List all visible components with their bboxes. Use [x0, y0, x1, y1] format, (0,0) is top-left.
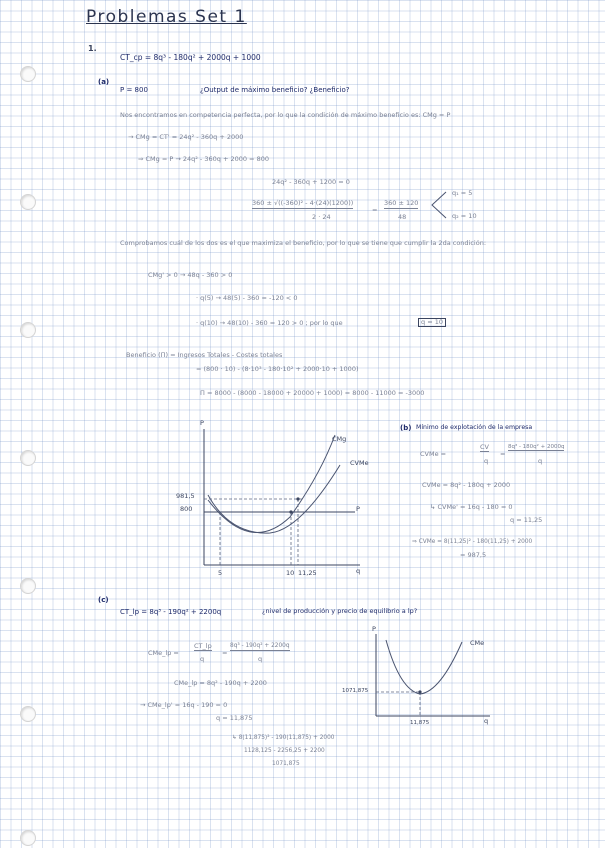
graph1-price-line-label: P: [356, 505, 360, 513]
binder-hole: [20, 450, 36, 466]
price-given: P = 800: [120, 86, 148, 94]
cmg-curve: [208, 435, 335, 533]
part-a-step3: 24q² - 360q + 1200 = 0: [272, 178, 350, 186]
part-c-cost-function: CT_lp = 8q³ - 190q² + 2200q: [120, 608, 222, 616]
part-a-question: ¿Output de máximo beneficio? ¿Beneficio?: [200, 86, 350, 94]
roots-bracket: [428, 188, 448, 222]
graph1-x-5: 5: [218, 569, 223, 577]
quadratic-denominator: 2 · 24: [312, 213, 331, 221]
graph1-cmg-label: CMg: [332, 435, 347, 443]
cme-lp-derivative: → CMe_lp' = 16q - 190 = 0: [140, 701, 228, 709]
graph2-x-value: 11,875: [410, 720, 430, 726]
cme-lp-eval2: 1128,125 - 2256,25 + 2200: [244, 748, 325, 754]
cvme-simplified: CVMe = 8q² - 180q + 2000: [422, 481, 511, 489]
graph2-y-value: 1071,875: [342, 688, 369, 694]
equals-sign: =: [372, 206, 378, 214]
binder-hole: [20, 830, 36, 846]
cvme-frac-den: q: [484, 457, 489, 465]
second-order-condition: CMg' > 0 → 48q - 360 > 0: [148, 271, 233, 279]
binder-hole: [20, 66, 36, 82]
profit-definition: Beneficio (Π) = Ingresos Totales - Costes totales: [126, 351, 283, 359]
exercise-number: 1.: [88, 44, 97, 53]
binder-hole: [20, 578, 36, 594]
soc-q10: · q(10) → 48(10) - 360 = 120 > 0 ; por lo que: [196, 319, 343, 327]
cvme-min-value: = 987,5: [460, 551, 487, 559]
soc-q5: · q(5) → 48(5) - 360 = -120 < 0: [196, 294, 298, 302]
graph1-y-987: 981,5: [176, 492, 195, 500]
root-1: q₁ = 5: [452, 189, 473, 197]
cme-lp-den1: q: [200, 655, 205, 663]
cme-lp-simplified: CMe_lp = 8q² - 190q + 2200: [174, 679, 267, 687]
cme-lp-eval3: 1071,875: [272, 761, 300, 767]
graph1-x-10: 10: [286, 569, 295, 577]
binder-hole: [20, 706, 36, 722]
part-a-step2: ⇒ CMg = P → 24q² - 360q + 2000 = 800: [138, 155, 269, 163]
cvme-rhs-den: q: [538, 457, 543, 465]
graph1-y-800: 800: [180, 505, 193, 513]
cvme-min-q: q = 11,25: [510, 516, 543, 524]
cvme-frac-num: CV: [480, 443, 489, 451]
part-c-label: (c): [98, 596, 109, 604]
cvme-equals: =: [500, 450, 506, 458]
part-b-heading: Mínimo de explotación de la empresa: [416, 424, 533, 431]
quadratic-numerator: 360 ± √((-360)² - 4·(24)(1200)): [252, 200, 353, 209]
binder-hole: [20, 194, 36, 210]
root-2: q₂ = 10: [452, 212, 477, 220]
graph2-y-axis-label: P: [372, 625, 376, 633]
graph1-x-1125: 11,25: [298, 569, 317, 577]
second-condition-intro: Comprobamos cuál de los dos es el que maximiza el beneficio, por lo que se tiene que cumplir la 2da condición:: [120, 239, 487, 247]
cme-lp-den2: q: [258, 655, 263, 663]
cvme-evaluation: ⇒ CVMe = 8(11,25)² - 180(11,25) + 2000: [412, 539, 533, 545]
cvme-lhs: CVMe =: [420, 450, 447, 458]
cme-lp-min-q: q = 11,875: [216, 714, 253, 722]
cvme-derivative: ↳ CVMe' = 16q - 180 = 0: [430, 503, 513, 511]
part-c-question: ¿nivel de producción y precio de equilibrio a lp?: [262, 607, 418, 615]
part-a-step1: → CMg = CT' = 24q² - 360q + 2000: [128, 133, 244, 141]
profit-result: Π = 8000 - (8000 - 18000 + 20000 + 1000) = 8000 - 11000 = -3000: [200, 389, 425, 397]
cme-lp-lhs: CMe_lp =: [148, 649, 179, 657]
cost-function: CT_cp = 8q³ - 180q² + 2000q + 1000: [120, 53, 261, 62]
profit-substitution: = (800 · 10) - (8·10³ - 180·10² + 2000·10 + 1000): [196, 365, 359, 373]
cme-lp-num2: 8q³ - 190q² + 2200q: [230, 643, 290, 649]
cvme-rhs-num: 8q³ - 180q² + 2000q: [508, 444, 565, 450]
graph2-cme-label: CMe: [470, 639, 485, 647]
optimal-output-box: q = 10: [418, 318, 446, 327]
graph1-cvme-label: CVMe: [350, 459, 369, 467]
page-title: Problemas Set 1: [86, 7, 247, 27]
part-b-label: (b): [400, 424, 412, 432]
part-a-label: (a): [98, 78, 110, 86]
graph1-x-axis-label: q: [356, 567, 361, 575]
cme-lp-eval1: ↳ 8(11,875)² - 190(11,875) + 2000: [232, 735, 335, 741]
graph2-x-axis-label: q: [484, 717, 489, 725]
graph1-y-axis-label: P: [200, 419, 204, 427]
binder-hole: [20, 322, 36, 338]
quadratic-mid-numerator: 360 ± 120: [384, 200, 418, 209]
part-a-intro: Nos encontramos en competencia perfecta, por lo que la condición de máximo beneficio es: CMg = P: [120, 111, 451, 119]
cme-curve: [386, 640, 462, 694]
quadratic-mid-denominator: 48: [398, 213, 407, 221]
equals-sign: =: [222, 649, 228, 657]
cme-lp-num1: CT_lp: [194, 642, 212, 650]
short-run-graph: [190, 425, 370, 585]
